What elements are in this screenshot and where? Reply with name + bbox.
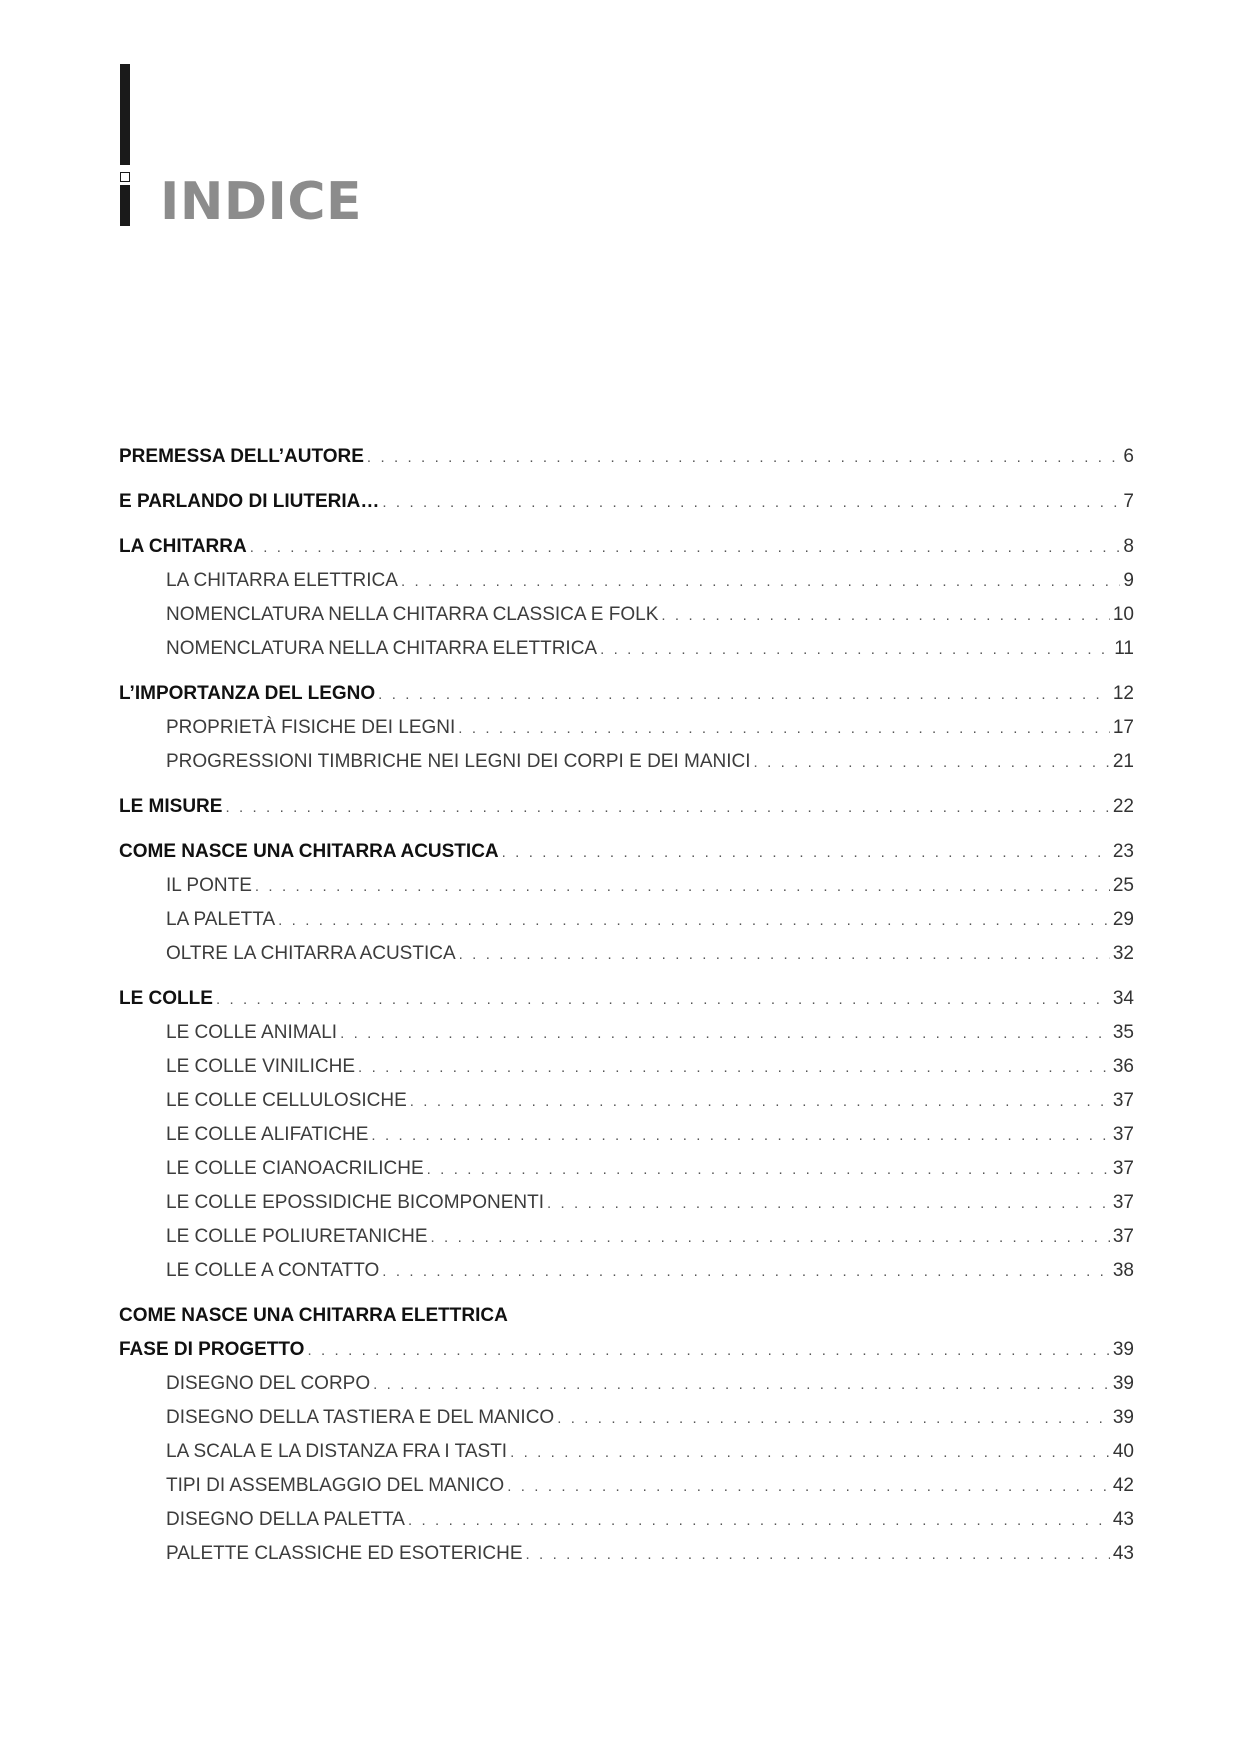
toc-entry-chitarra-acustica[interactable]	[119, 835, 1134, 869]
toc-entry-page: 40	[1112, 1441, 1134, 1462]
toc-entry-page: 12	[1112, 683, 1134, 704]
dot-leader	[507, 1470, 1110, 1504]
dot-leader	[526, 1538, 1110, 1572]
toc-subentry-colle-contatto[interactable]	[119, 1254, 1134, 1288]
toc-entry-label: LE COLLE CELLULOSICHE	[166, 1090, 407, 1111]
toc-entry-label: IL PONTE	[166, 875, 252, 896]
toc-entry-label: DISEGNO DEL CORPO	[166, 1373, 371, 1394]
toc-entry-la-chitarra[interactable]	[119, 530, 1134, 564]
toc-subentry-colle-epossidiche[interactable]	[119, 1186, 1134, 1220]
toc-subentry-colle-poliuretaniche[interactable]	[119, 1220, 1134, 1254]
dot-leader	[557, 1402, 1110, 1436]
toc-entry-label: LA CHITARRA ELETTRICA	[166, 570, 398, 591]
toc-subentry-colle-cellulosiche[interactable]	[119, 1084, 1134, 1118]
toc-entry-label: TIPI DI ASSEMBLAGGIO DEL MANICO	[166, 1475, 505, 1496]
toc-entry-page: 25	[1112, 875, 1134, 896]
toc-subentry-progressioni-timbriche[interactable]	[119, 745, 1134, 779]
decorative-bar-top	[120, 64, 130, 165]
toc-entry-premessa[interactable]	[119, 440, 1134, 474]
toc-subentry-colle-viniliche[interactable]	[119, 1050, 1134, 1084]
toc-subentry-scala-tasti[interactable]	[119, 1435, 1134, 1469]
toc-entry-label: L’IMPORTANZA DEL LEGNO	[119, 683, 376, 704]
toc-entry-page: 11	[1114, 638, 1134, 659]
toc-entry-label: LA PALETTA	[166, 909, 276, 930]
toc-entry-label: NOMENCLATURA NELLA CHITARRA CLASSICA E FOLK	[166, 604, 659, 625]
toc-subentry-disegno-tastiera[interactable]	[119, 1401, 1134, 1435]
toc-entry-page: 39	[1112, 1373, 1134, 1394]
dot-leader	[547, 1187, 1110, 1221]
toc-entry-fase-progetto[interactable]	[119, 1333, 1134, 1367]
toc-entry-page: 7	[1123, 491, 1134, 512]
dot-leader	[410, 1085, 1110, 1119]
toc-subentry-chitarra-elettrica[interactable]	[119, 564, 1134, 598]
toc-entry-label: LE COLLE	[119, 988, 213, 1009]
dot-leader	[459, 938, 1110, 972]
dot-leader	[250, 531, 1121, 565]
toc-entry-page: 23	[1112, 841, 1134, 862]
dot-leader	[401, 565, 1120, 599]
dot-leader	[754, 746, 1110, 780]
dot-leader	[382, 486, 1120, 520]
toc-entry-page: 36	[1112, 1056, 1134, 1077]
dot-leader	[382, 1255, 1110, 1289]
toc-entry-page: 43	[1112, 1509, 1134, 1530]
toc-subentry-nomenclatura-elettrica[interactable]	[119, 632, 1134, 666]
toc-subentry-palette-classiche[interactable]	[119, 1537, 1134, 1571]
toc-subentry-oltre-acustica[interactable]	[119, 937, 1134, 971]
toc-subentry-nomenclatura-classica[interactable]	[119, 598, 1134, 632]
dot-leader	[431, 1221, 1110, 1255]
toc-entry-label: DISEGNO DELLA TASTIERA E DEL MANICO	[166, 1407, 555, 1428]
toc-entry-page: 37	[1112, 1158, 1134, 1179]
toc-entry-page: 39	[1112, 1407, 1134, 1428]
toc-entry-page: 9	[1123, 570, 1134, 591]
table-of-contents	[119, 440, 1134, 1571]
toc-entry-label: LE COLLE EPOSSIDICHE BICOMPONENTI	[166, 1192, 544, 1213]
toc-entry-liuteria[interactable]	[119, 485, 1134, 519]
toc-entry-page: 37	[1112, 1090, 1134, 1111]
toc-subentry-proprieta-legni[interactable]	[119, 711, 1134, 745]
toc-entry-page: 29	[1112, 909, 1134, 930]
toc-subentry-assemblaggio-manico[interactable]	[119, 1469, 1134, 1503]
toc-entry-label: PALETTE CLASSICHE ED ESOTERICHE	[166, 1543, 523, 1564]
toc-entry-label: NOMENCLATURA NELLA CHITARRA ELETTRICA	[166, 638, 598, 659]
toc-entry-label: PROGRESSIONI TIMBRICHE NEI LEGNI DEI CORPI E DEI MANICI	[166, 751, 751, 772]
page-title: INDICE	[160, 172, 363, 232]
dot-leader	[367, 441, 1121, 475]
toc-entry-page: 21	[1112, 751, 1134, 772]
toc-entry-label: E PARLANDO DI LIUTERIA…	[119, 491, 380, 512]
dot-leader	[255, 870, 1110, 904]
dot-leader	[378, 678, 1110, 712]
toc-subentry-colle-alifatiche[interactable]	[119, 1118, 1134, 1152]
toc-entry-page: 34	[1112, 988, 1134, 1009]
toc-entry-page: 37	[1112, 1192, 1134, 1213]
toc-entry-page: 39	[1112, 1339, 1134, 1360]
toc-entry-label: LA CHITARRA	[119, 536, 247, 557]
dot-leader	[373, 1368, 1110, 1402]
toc-entry-colle[interactable]	[119, 982, 1134, 1016]
toc-entry-label: LE COLLE A CONTATTO	[166, 1260, 380, 1281]
toc-entry-label: LE COLLE ANIMALI	[166, 1022, 338, 1043]
dot-leader	[458, 712, 1110, 746]
toc-entry-page: 37	[1112, 1226, 1134, 1247]
dot-leader	[408, 1504, 1110, 1538]
toc-entry-label: LE MISURE	[119, 796, 223, 817]
dot-leader	[510, 1436, 1110, 1470]
dot-leader	[502, 836, 1110, 870]
toc-subentry-paletta[interactable]	[119, 903, 1134, 937]
toc-entry-page: 37	[1112, 1124, 1134, 1145]
dot-leader	[216, 983, 1110, 1017]
toc-entry-label: OLTRE LA CHITARRA ACUSTICA	[166, 943, 456, 964]
toc-entry-label: PROPRIETÀ FISICHE DEI LEGNI	[166, 717, 456, 738]
toc-entry-label: LE COLLE POLIURETANICHE	[166, 1226, 428, 1247]
dot-leader	[358, 1051, 1110, 1085]
toc-entry-label: LE COLLE CIANOACRILICHE	[166, 1158, 424, 1179]
toc-entry-chitarra-elettrica-heading[interactable]	[119, 1299, 1134, 1333]
toc-entry-page: 8	[1123, 536, 1134, 557]
dot-leader	[225, 791, 1109, 825]
toc-entry-label: FASE DI PROGETTO	[119, 1339, 305, 1360]
toc-subentry-colle-animali[interactable]	[119, 1016, 1134, 1050]
toc-entry-label: PREMESSA DELL’AUTORE	[119, 446, 364, 467]
toc-entry-page: 6	[1123, 446, 1134, 467]
toc-entry-page: 43	[1112, 1543, 1134, 1564]
dot-leader	[307, 1334, 1109, 1368]
toc-entry-misure[interactable]	[119, 790, 1134, 824]
dot-leader	[427, 1153, 1110, 1187]
toc-entry-label: LA SCALA E LA DISTANZA FRA I TASTI	[166, 1441, 508, 1462]
toc-subentry-disegno-corpo[interactable]	[119, 1367, 1134, 1401]
toc-entry-label: LE COLLE VINILICHE	[166, 1056, 356, 1077]
toc-entry-label: LE COLLE ALIFATICHE	[166, 1124, 369, 1145]
toc-subentry-disegno-paletta[interactable]	[119, 1503, 1134, 1537]
toc-entry-page: 22	[1112, 796, 1134, 817]
decorative-square	[120, 172, 130, 182]
dot-leader	[661, 599, 1109, 633]
dot-leader	[278, 904, 1110, 938]
toc-entry-page: 32	[1112, 943, 1134, 964]
toc-entry-page: 38	[1112, 1260, 1134, 1281]
toc-subentry-ponte[interactable]	[119, 869, 1134, 903]
toc-entry-page: 42	[1112, 1475, 1134, 1496]
toc-entry-label: COME NASCE UNA CHITARRA ACUSTICA	[119, 841, 499, 862]
toc-entry-label: COME NASCE UNA CHITARRA ELETTRICA	[119, 1305, 508, 1326]
toc-entry-page: 17	[1112, 717, 1134, 738]
decorative-bar-bottom	[120, 185, 130, 226]
dot-leader	[340, 1017, 1110, 1051]
toc-entry-label: DISEGNO DELLA PALETTA	[166, 1509, 405, 1530]
toc-entry-legno[interactable]	[119, 677, 1134, 711]
dot-leader	[371, 1119, 1109, 1153]
toc-entry-page: 10	[1112, 604, 1134, 625]
toc-subentry-colle-cianoacriliche[interactable]	[119, 1152, 1134, 1186]
toc-entry-page: 35	[1112, 1022, 1134, 1043]
dot-leader	[600, 633, 1111, 667]
